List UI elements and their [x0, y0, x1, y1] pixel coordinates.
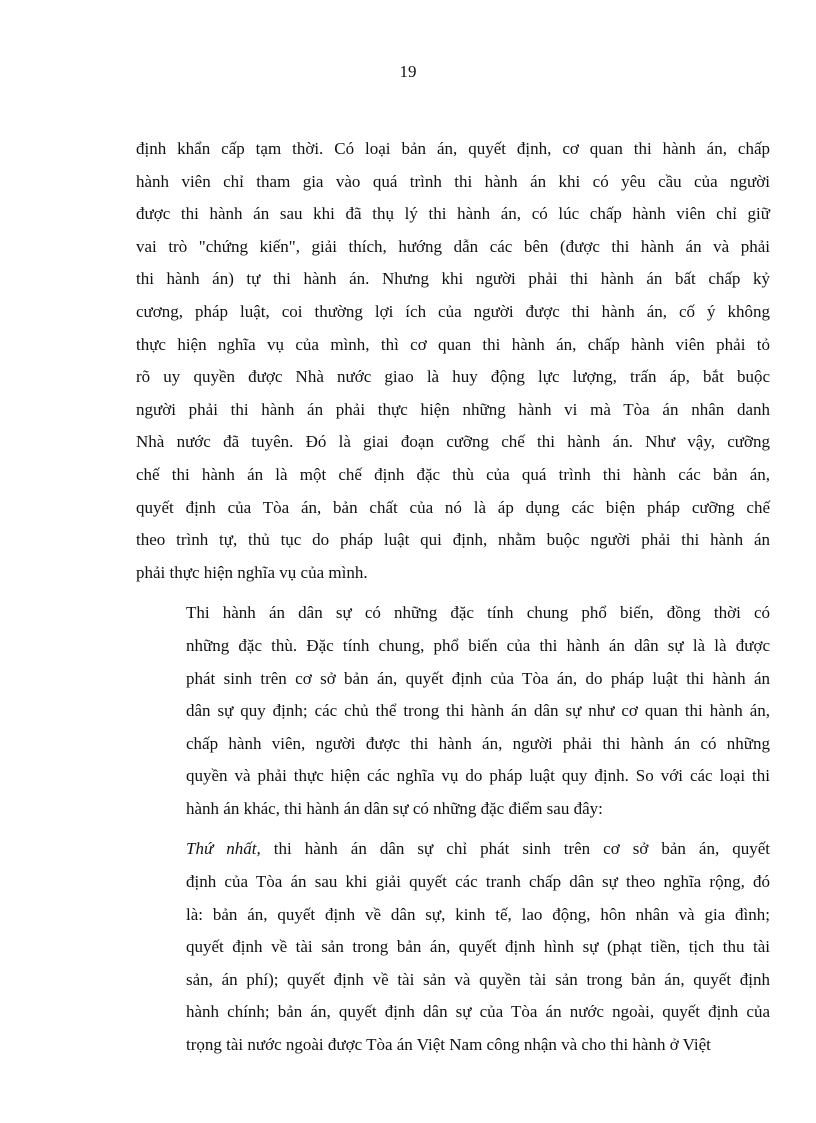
- text-line: phải thực hiện nghĩa vụ của mình.: [136, 562, 368, 582]
- text-line: vai trò "chứng kiến", giải thích, hướng dẫn các bên (được thi hành án và phải: [136, 236, 770, 256]
- body-text: [136, 133, 770, 1070]
- text-line: cương, pháp luật, coi thường lợi ích của người được thi hành án, cố ý không: [136, 301, 770, 321]
- text-line: rõ uy quyền được Nhà nước giao là huy động lực lượng, trấn áp, bắt buộc: [136, 367, 770, 387]
- text-line: Thi hành án dân sự có những đặc tính chung phổ biến, đồng thời có: [186, 603, 770, 623]
- text-line: được thi hành án sau khi đã thụ lý thi hành án, có lúc chấp hành viên chỉ giữ: [136, 204, 770, 224]
- text-line: định của Tòa án sau khi giải quyết các tranh chấp dân sự theo nghĩa rộng, đó: [186, 872, 770, 892]
- paragraph-1: [136, 133, 770, 589]
- line-text: thi hành án dân sự chỉ phát sinh trên cơ sở bản án, quyết: [260, 839, 771, 859]
- paragraph-2: [136, 597, 770, 825]
- text-line: Nhà nước đã tuyên. Đó là giai đoạn cưỡng chế thi hành án. Như vậy, cưỡng: [136, 432, 770, 452]
- text-line: hành án khác, thi hành án dân sự có những đặc điểm sau đây:: [186, 798, 603, 818]
- text-line: sản, án phí); quyết định về tài sản và quyền tài sản trong bản án, quyết định: [186, 969, 770, 989]
- text-line: chế thi hành án là một chế định đặc thù của quá trình thi hành các bản án,: [136, 464, 770, 484]
- text-line: theo trình tự, thủ tục do pháp luật qui định, nhằm buộc người phải thi hành án: [136, 530, 770, 550]
- text-line: phát sinh trên cơ sở bản án, quyết định của Tòa án, do pháp luật thi hành án: [186, 668, 770, 688]
- text-line: quyền và phải thực hiện các nghĩa vụ do pháp luật quy định. So với các loại thi: [186, 766, 770, 786]
- text-line: quyết định của Tòa án, bản chất của nó là áp dụng các biện pháp cưỡng chế: [136, 497, 770, 517]
- text-line: là: bản án, quyết định về dân sự, kinh tế, lao động, hôn nhân và gia đình;: [186, 904, 770, 924]
- text-line: chấp hành viên, người được thi hành án, người phải thi hành án có những: [186, 733, 770, 753]
- paragraph-3: [136, 833, 770, 1061]
- text-line: định khẩn cấp tạm thời. Có loại bản án, quyết định, cơ quan thi hành án, chấp: [136, 139, 770, 158]
- text-line: thực hiện nghĩa vụ của mình, thì cơ quan thi hành án, chấp hành viên phải tỏ: [136, 334, 770, 354]
- text-line: [136, 833, 770, 866]
- text-line: dân sự quy định; các chủ thể trong thi hành án dân sự như cơ quan thi hành án,: [186, 701, 770, 721]
- text-line: trọng tài nước ngoài được Tòa án Việt Nam công nhận và cho thi hành ở Việt: [186, 1035, 711, 1055]
- text-line: thi hành án) tự thi hành án. Nhưng khi người phải thi hành án bất chấp kỷ: [136, 269, 770, 289]
- text-line: hành viên chỉ tham gia vào quá trình thi hành án khi có yêu cầu của người: [136, 171, 770, 191]
- text-line: quyết định về tài sản trong bản án, quyết định hình sự (phạt tiền, tịch thu tài: [186, 937, 770, 957]
- text-line: người phải thi hành án phải thực hiện những hành vi mà Tòa án nhân danh: [136, 399, 770, 419]
- text-line: hành chính; bản án, quyết định dân sự của Tòa án nước ngoài, quyết định của: [186, 1002, 770, 1022]
- italic-lead: Thứ nhất,: [186, 839, 261, 859]
- page-number: 19: [399, 62, 417, 81]
- text-line: những đặc thù. Đặc tính chung, phổ biến của thi hành án dân sự là là được: [186, 635, 770, 655]
